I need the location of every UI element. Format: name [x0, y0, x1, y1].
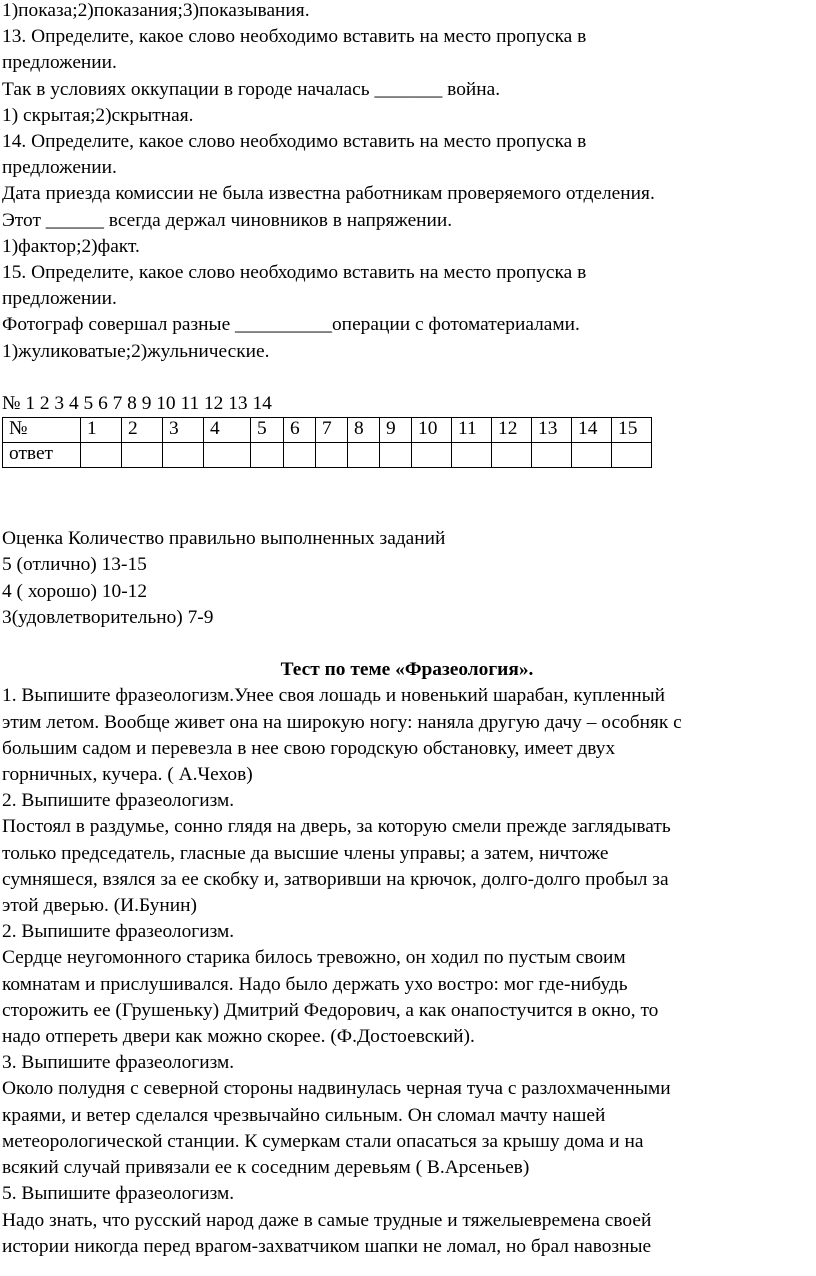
text-line: Надо знать, что русский народ даже в самые трудные и тяжелыевремена своей [2, 1209, 652, 1231]
text-line: 1) скрытая;2)скрытная. [2, 104, 194, 126]
text-line: 4 ( хорошо) 10-12 [2, 580, 148, 602]
table-cell: ответ [3, 443, 81, 468]
text-line: сторожить ее (Грушеньку) Дмитрий Федорович, а как онапостучится в окно, то [2, 999, 659, 1021]
text-line: Этот ______ всегда держал чиновников в напряжении. [2, 209, 453, 231]
answer-cell [204, 443, 251, 468]
table-cell: 4 [204, 418, 251, 443]
text-line: Около полудня с северной стороны надвинулась черная туча с разлохмаченными [2, 1078, 671, 1100]
text-line: горничных, кучера. ( А.Чехов) [2, 764, 253, 786]
table-cell: 7 [316, 418, 348, 443]
spacer [2, 365, 812, 391]
text-line: 2. Выпишите фразеологизм. [2, 790, 235, 812]
text-line: предложении. [2, 52, 117, 74]
text-line: краями, и ветер сделался чрезвычайно сильным. Он сломал мачту нашей [2, 1104, 606, 1126]
text-line: сумняшеся, взялся за ее скобку и, затворивши на крючок, долго-долго пробыл за [2, 868, 669, 890]
text-line: 1)жуликоватые;2)жульнические. [2, 340, 270, 362]
table-cell: 15 [612, 418, 652, 443]
table-cell: 12 [492, 418, 532, 443]
spacer [2, 468, 812, 526]
task-block-12-15 [2, 0, 812, 365]
answer-cell [316, 443, 348, 468]
text-line: предложении. [2, 157, 117, 179]
answer-cell [284, 443, 316, 468]
text-line: 1)фактор;2)факт. [2, 235, 140, 257]
table-cell: № [3, 418, 81, 443]
answer-cell [163, 443, 204, 468]
table-cell: 9 [380, 418, 412, 443]
table-cell: 3 [163, 418, 204, 443]
table-cell: 11 [452, 418, 492, 443]
text-line: 3. Выпишите фразеологизм. [2, 1052, 235, 1074]
table-cell: 1 [81, 418, 122, 443]
text-line: истории никогда перед врагом-захватчиком шапки не ломал, но брал навозные [2, 1235, 652, 1257]
text-line: Так в условиях оккупации в городе началась _______ война. [2, 78, 501, 100]
text-line: Дата приезда комиссии не была известна работникам проверяемого отделения. [2, 183, 655, 205]
answer-cell [452, 443, 492, 468]
text-line: только председатель, гласные да высшие члены управы; а затем, ничтоже [2, 842, 609, 864]
answer-cell [81, 443, 122, 468]
text-line: 1)показа;2)показания;3)показывания. [2, 0, 310, 21]
text-line: метеорологической станции. К сумеркам стали опасаться за крышу дома и на [2, 1130, 644, 1152]
text-line: Оценка Количество правильно выполненных заданий [2, 528, 446, 550]
table-cell: 5 [251, 418, 284, 443]
answer-cell [348, 443, 380, 468]
text-line: предложении. [2, 288, 117, 310]
answer-table [2, 417, 652, 468]
table-cell: 13 [532, 418, 572, 443]
text-line: Фотограф совершал разные __________операции с фотоматериалами. [2, 314, 580, 336]
text-line: 5 (отлично) 13-15 [2, 554, 147, 576]
table-cell: 8 [348, 418, 380, 443]
text-line: 5. Выпишите фразеологизм. [2, 1183, 235, 1205]
text-line: 1. Выпишите фразеологизм.Унее своя лошадь и новенький шарабан, купленный [2, 685, 666, 707]
answer-cell [612, 443, 652, 468]
table-cell: 2 [122, 418, 163, 443]
text-line: 2. Выпишите фразеологизм. [2, 921, 235, 943]
grading-block [2, 526, 812, 631]
text-line: 13. Определите, какое слово необходимо вставить на место пропуска в [2, 26, 587, 48]
text-line: Постоял в раздумье, сонно глядя на дверь, за которую смели прежде заглядывать [2, 816, 671, 838]
document-page [2, 0, 812, 1260]
answer-table-answer-row [3, 443, 652, 468]
table-cell: 10 [412, 418, 452, 443]
phraseology-tasks-block [2, 683, 812, 1259]
answer-cell [572, 443, 612, 468]
text-line: этим летом. Вообще живет она на широкую ногу: наняла другую дачу – особняк с [2, 711, 682, 733]
text-line: 3(удовлетворительно) 7-9 [2, 606, 214, 628]
spacer [2, 631, 812, 657]
answer-table-header-row [3, 418, 652, 443]
answer-cell [492, 443, 532, 468]
text-line: Сердце неугомонного старика билось тревожно, он ходил по пустым своим [2, 947, 626, 969]
answer-cell [251, 443, 284, 468]
answer-cell [122, 443, 163, 468]
test-title: Тест по теме «Фразеология». [280, 659, 534, 681]
text-line: большим садом и перевезла в нее свою городскую обстановку, имеет двух [2, 737, 616, 759]
answer-cell [380, 443, 412, 468]
text-line: всякий случай привязали ее к соседним деревьям ( В.Арсеньев) [2, 1157, 530, 1179]
table-cell: 14 [572, 418, 612, 443]
answer-cell [412, 443, 452, 468]
answer-cell [532, 443, 572, 468]
table-cell: 6 [284, 418, 316, 443]
text-line: надо отпереть двери как можно скорее. (Ф.Достоевский). [2, 1026, 475, 1048]
text-line: комнатам и прислушивался. Надо было держать ухо востро: мог где-нибудь [2, 973, 628, 995]
numbers-line: № 1 2 3 4 5 6 7 8 9 10 11 12 13 14 [2, 393, 272, 415]
text-line: 14. Определите, какое слово необходимо вставить на место пропуска в [2, 131, 587, 153]
text-line: этой дверью. (И.Бунин) [2, 895, 197, 917]
text-line: 15. Определите, какое слово необходимо вставить на место пропуска в [2, 262, 587, 284]
